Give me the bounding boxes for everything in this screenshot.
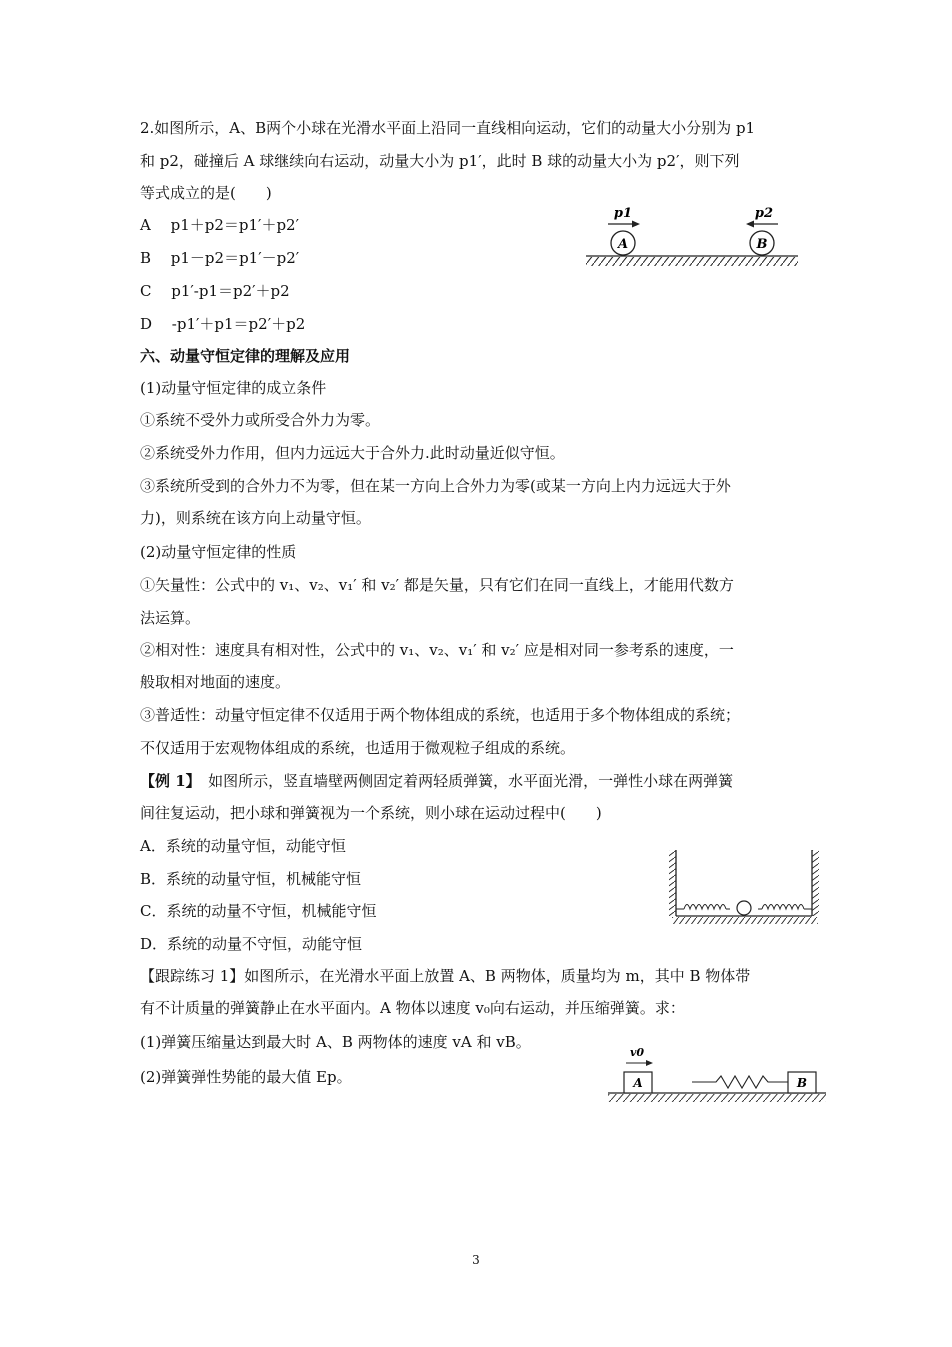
p1-label: p1 — [613, 206, 633, 221]
section-line-6: (2)动量守恒定律的性质 — [140, 543, 297, 561]
section-line-3: ②系统受外力作用，但内力远远大于合外力.此时动量近似守恒。 — [140, 444, 565, 462]
section-line-4: ③系统所受到的合外力不为零，但在某一方向上合外力为零(或某一方向上内力远远大于外 — [140, 477, 731, 495]
example1-option-d: D．系统的动量不守恒，动能守恒 — [140, 935, 363, 953]
example1-tag: 【例 1】 — [140, 772, 194, 790]
p2-arrow-icon — [746, 221, 754, 228]
section-line-5: 力)，则系统在该方向上动量守恒。 — [140, 509, 371, 527]
example1-line-2: 间往复运动，把小球和弹簧视为一个系统，则小球在运动过程中( ) — [140, 804, 602, 822]
example1-option-a: A．系统的动量守恒，动能守恒 — [140, 837, 346, 855]
example1-line-1 — [140, 771, 733, 791]
right-spring-icon — [758, 905, 812, 910]
ball-a-label: A — [617, 237, 629, 252]
section-line-10: 般取相对地面的速度。 — [140, 673, 291, 691]
blocks-spring-figure — [604, 1044, 830, 1106]
walls-springs-figure — [666, 846, 822, 926]
section-line-8: 法运算。 — [140, 609, 201, 627]
v0-label: v0 — [629, 1046, 645, 1059]
q2-option-a: A p1＋p2＝p1′＋p2′ — [140, 216, 299, 234]
section-line-1: (1)动量守恒定律的成立条件 — [140, 379, 327, 397]
block-b-label: B — [796, 1076, 808, 1090]
practice1-line-3: (1)弹簧压缩量达到最大时 A、B 两物体的速度 vA 和 vB。 — [140, 1033, 531, 1051]
section-line-9: ②相对性：速度具有相对性，公式中的 v₁、v₂、v₁′ 和 v₂′ 应是相对同一参考系的速度，一 — [140, 641, 734, 659]
left-spring-icon — [676, 905, 730, 910]
example1-text: 如图所示，竖直墙壁两侧固定着两轻质弹簧，水平面光滑，一弹性小球在两弹簧 — [193, 772, 734, 790]
section-line-7: ①矢量性：公式中的 v₁、v₂、v₁′ 和 v₂′ 都是矢量，只有它们在同一直线上，才能用代数方 — [140, 576, 734, 594]
example1-option-c: C．系统的动量不守恒，机械能守恒 — [140, 902, 377, 920]
q2-option-b: B p1－p2＝p1′－p2′ — [140, 249, 300, 267]
p2-label: p2 — [754, 206, 774, 221]
section-heading: 六、动量守恒定律的理解及应用 — [140, 347, 351, 365]
section-line-11: ③普适性：动量守恒定律不仅适用于两个物体组成的系统，也适用于多个物体组成的系统； — [140, 706, 741, 724]
p1-arrow-icon — [632, 221, 640, 228]
q2-text-line-2: 和 p2，碰撞后 A 球继续向右运动，动量大小为 p1′，此时 B 球的动量大小为 p2′，则下列 — [140, 152, 740, 170]
v0-arrow-icon — [646, 1060, 653, 1066]
practice1-line-4: (2)弹簧弹性势能的最大值 Ep。 — [140, 1068, 352, 1086]
example1-option-b: B．系统的动量守恒，机械能守恒 — [140, 870, 362, 888]
section-line-2: ①系统不受外力或所受合外力为零。 — [140, 411, 381, 429]
elastic-ball — [737, 901, 751, 915]
practice1-line-2: 有不计质量的弹簧静止在水平面内。A 物体以速度 v₀向右运动，并压缩弹簧。求： — [140, 999, 685, 1017]
practice1-line-1: 【跟踪练习 1】如图所示，在光滑水平面上放置 A、B 两物体，质量均为 m，其中 B 物体带 — [140, 967, 751, 985]
page-number: 3 — [472, 1253, 480, 1267]
ball-b-label: B — [756, 237, 768, 252]
section-line-12: 不仅适用于宏观物体组成的系统，也适用于微观粒子组成的系统。 — [140, 739, 576, 757]
q2-option-c: C p1′-p1＝p2′＋p2 — [140, 282, 290, 300]
q2-text-line-3: 等式成立的是( ) — [140, 184, 272, 202]
q2-collision-figure — [580, 200, 810, 275]
q2-text-line-1: 2.如图所示，A、B两个小球在光滑水平面上沿同一直线相向运动，它们的动量大小分别为 p1 — [140, 119, 756, 137]
q2-option-d: D -p1′＋p1＝p2′＋p2 — [140, 315, 306, 333]
block-a-label: A — [633, 1076, 643, 1090]
spring-icon — [692, 1076, 788, 1088]
